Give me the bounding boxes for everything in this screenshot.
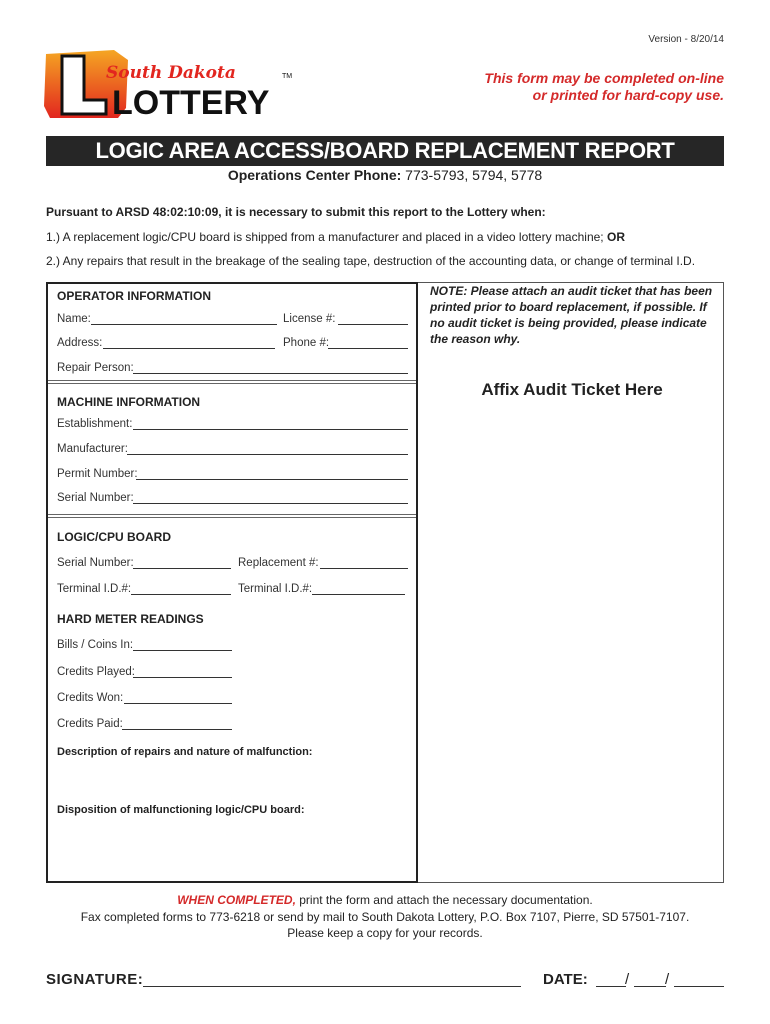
repairs-description-field[interactable] — [57, 762, 407, 798]
name-label: Name: — [57, 313, 91, 325]
phone-field[interactable] — [328, 348, 408, 349]
credits-paid-label: Credits Paid: — [57, 718, 123, 730]
keep-copy-note: Please keep a copy for your records. — [287, 926, 483, 940]
establishment-label: Establishment: — [57, 418, 133, 430]
logo-main-text: LOTTERY — [112, 84, 270, 120]
date-year-field[interactable] — [674, 986, 724, 987]
logo-script-text: South Dakota — [106, 63, 236, 83]
pursuant-statement: Pursuant to ARSD 48:02:10:09, it is necessary to submit this report to the Lottery when: — [46, 205, 546, 219]
board-serial-label: Serial Number: — [57, 557, 134, 569]
fax-mail-instructions: Fax completed forms to 773-6218 or send by mail to South Dakota Lottery, P.O. Box 7107, Pierre, SD 57501-7107. — [80, 910, 690, 924]
condition-2: 2.) Any repairs that result in the breakage of the sealing tape, destruction of the accounting data, or change of terminal I.D. — [46, 254, 696, 268]
address-field[interactable] — [103, 348, 275, 349]
condition-1-text: 1.) A replacement logic/CPU board is shipped from a manufacturer and placed in a video lottery machine; — [46, 230, 604, 244]
operations-phone — [0, 167, 770, 183]
signature-field[interactable] — [143, 986, 521, 987]
manufacturer-field[interactable] — [127, 454, 408, 455]
bills-coins-field[interactable] — [133, 650, 232, 651]
establishment-field[interactable] — [133, 429, 408, 430]
address-label: Address: — [57, 337, 103, 349]
terminal-id-label-2: Terminal I.D.#: — [238, 583, 313, 595]
credits-won-label: Credits Won: — [57, 692, 124, 704]
phone-label-field: Phone #: — [283, 337, 330, 349]
when-completed-label: WHEN COMPLETED, — [177, 893, 296, 907]
date-month-field[interactable] — [596, 986, 626, 987]
date-day-field[interactable] — [634, 986, 666, 987]
condition-1 — [46, 230, 625, 244]
license-label: License #: — [283, 313, 336, 325]
tagline-line-2: or printed for hard-copy use. — [532, 87, 724, 103]
print-instructions: print the form and attach the necessary documentation. — [295, 893, 593, 907]
name-field[interactable] — [91, 324, 277, 325]
license-field[interactable] — [338, 324, 408, 325]
tagline-line-1: This form may be completed on-line — [484, 70, 724, 86]
disposition-field[interactable] — [57, 820, 407, 876]
date-slash-2: / — [665, 971, 670, 988]
date-slash-1: / — [625, 971, 630, 988]
disposition-label: Disposition of malfunctioning logic/CPU board: — [57, 804, 305, 816]
replacement-label: Replacement #: — [238, 557, 319, 569]
when-completed-instructions — [0, 893, 770, 907]
online-tagline — [484, 70, 724, 104]
permit-number-label: Permit Number: — [57, 468, 138, 480]
audit-ticket-note: NOTE: Please attach an audit ticket that has been printed prior to board replacement, if possible. If no audit ticket is being provided, please indicate the reason why. — [430, 284, 713, 346]
machine-heading: MACHINE INFORMATION — [57, 395, 201, 409]
form-title: LOGIC AREA ACCESS/BOARD REPLACEMENT REPORT — [46, 136, 724, 166]
permit-number-field[interactable] — [136, 479, 408, 480]
terminal-id-field-2[interactable] — [312, 594, 405, 595]
section-divider — [48, 514, 416, 518]
credits-won-field[interactable] — [124, 703, 232, 704]
phone-label: Operations Center Phone: — [227, 167, 402, 183]
date-label: DATE: — [543, 971, 588, 988]
signature-label: SIGNATURE: — [46, 971, 144, 988]
serial-number-label: Serial Number: — [57, 492, 134, 504]
credits-paid-field[interactable] — [122, 729, 232, 730]
serial-number-field[interactable] — [133, 503, 408, 504]
section-divider — [48, 380, 416, 384]
board-serial-field[interactable] — [133, 568, 231, 569]
terminal-id-label-1: Terminal I.D.#: — [57, 583, 132, 595]
bills-coins-label: Bills / Coins In: — [57, 639, 134, 651]
credits-played-field[interactable] — [133, 677, 232, 678]
board-heading: LOGIC/CPU BOARD — [57, 530, 171, 544]
meters-heading: HARD METER READINGS — [57, 612, 204, 626]
manufacturer-label: Manufacturer: — [57, 443, 128, 455]
repair-person-label: Repair Person: — [57, 362, 134, 374]
condition-or: OR — [606, 230, 625, 244]
credits-played-label: Credits Played: — [57, 666, 135, 678]
repair-person-field[interactable] — [133, 373, 408, 374]
phone-numbers: 773-5793, 5794, 5778 — [405, 167, 543, 183]
version-label: Version - 8/20/14 — [648, 34, 724, 45]
trademark-mark: TM — [282, 73, 293, 80]
affix-audit-ticket-area: Affix Audit Ticket Here — [481, 380, 663, 399]
repairs-description-label: Description of repairs and nature of malfunction: — [57, 746, 313, 758]
south-dakota-lottery-logo — [44, 48, 294, 120]
terminal-id-field-1[interactable] — [131, 594, 231, 595]
replacement-field[interactable] — [320, 568, 408, 569]
operator-heading: OPERATOR INFORMATION — [57, 289, 211, 303]
